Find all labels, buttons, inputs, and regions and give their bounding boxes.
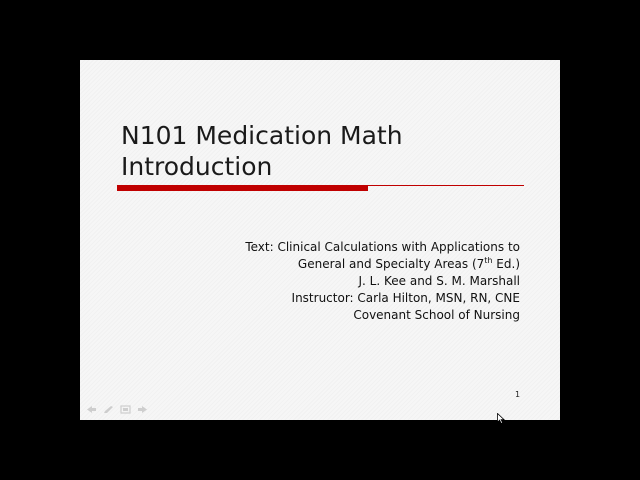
textbook-areas-end: Ed.) — [492, 257, 520, 271]
pen-icon[interactable] — [102, 404, 115, 415]
authors-line: J. L. Kee and S. M. Marshall — [358, 274, 520, 288]
textbook-line: Text: Clinical Calculations with Applications to — [245, 240, 520, 254]
instructor-line: Instructor: Carla Hilton, MSN, RN, CNE — [291, 291, 520, 305]
next-arrow-icon[interactable] — [136, 404, 149, 415]
slideshow-toolbar — [85, 404, 149, 415]
school-line: Covenant School of Nursing — [353, 308, 520, 322]
title-underline-thick — [117, 185, 368, 191]
title-underline-thin — [368, 185, 524, 186]
textbook-areas-start: General and Specialty Areas (7 — [297, 257, 485, 271]
slide-title — [121, 120, 403, 182]
slide[interactable] — [80, 60, 560, 420]
slide-menu-icon[interactable] — [119, 404, 132, 415]
textbook-areas-line — [245, 256, 520, 273]
slide-info-block — [245, 239, 520, 324]
previous-arrow-icon[interactable] — [85, 404, 98, 415]
mouse-cursor-icon — [497, 411, 505, 429]
slide-title-line-2: Introduction — [121, 152, 273, 181]
slide-page-number: 1 — [515, 390, 521, 399]
edition-superscript: th — [484, 256, 493, 265]
slide-title-line-1: N101 Medication Math — [121, 121, 403, 150]
